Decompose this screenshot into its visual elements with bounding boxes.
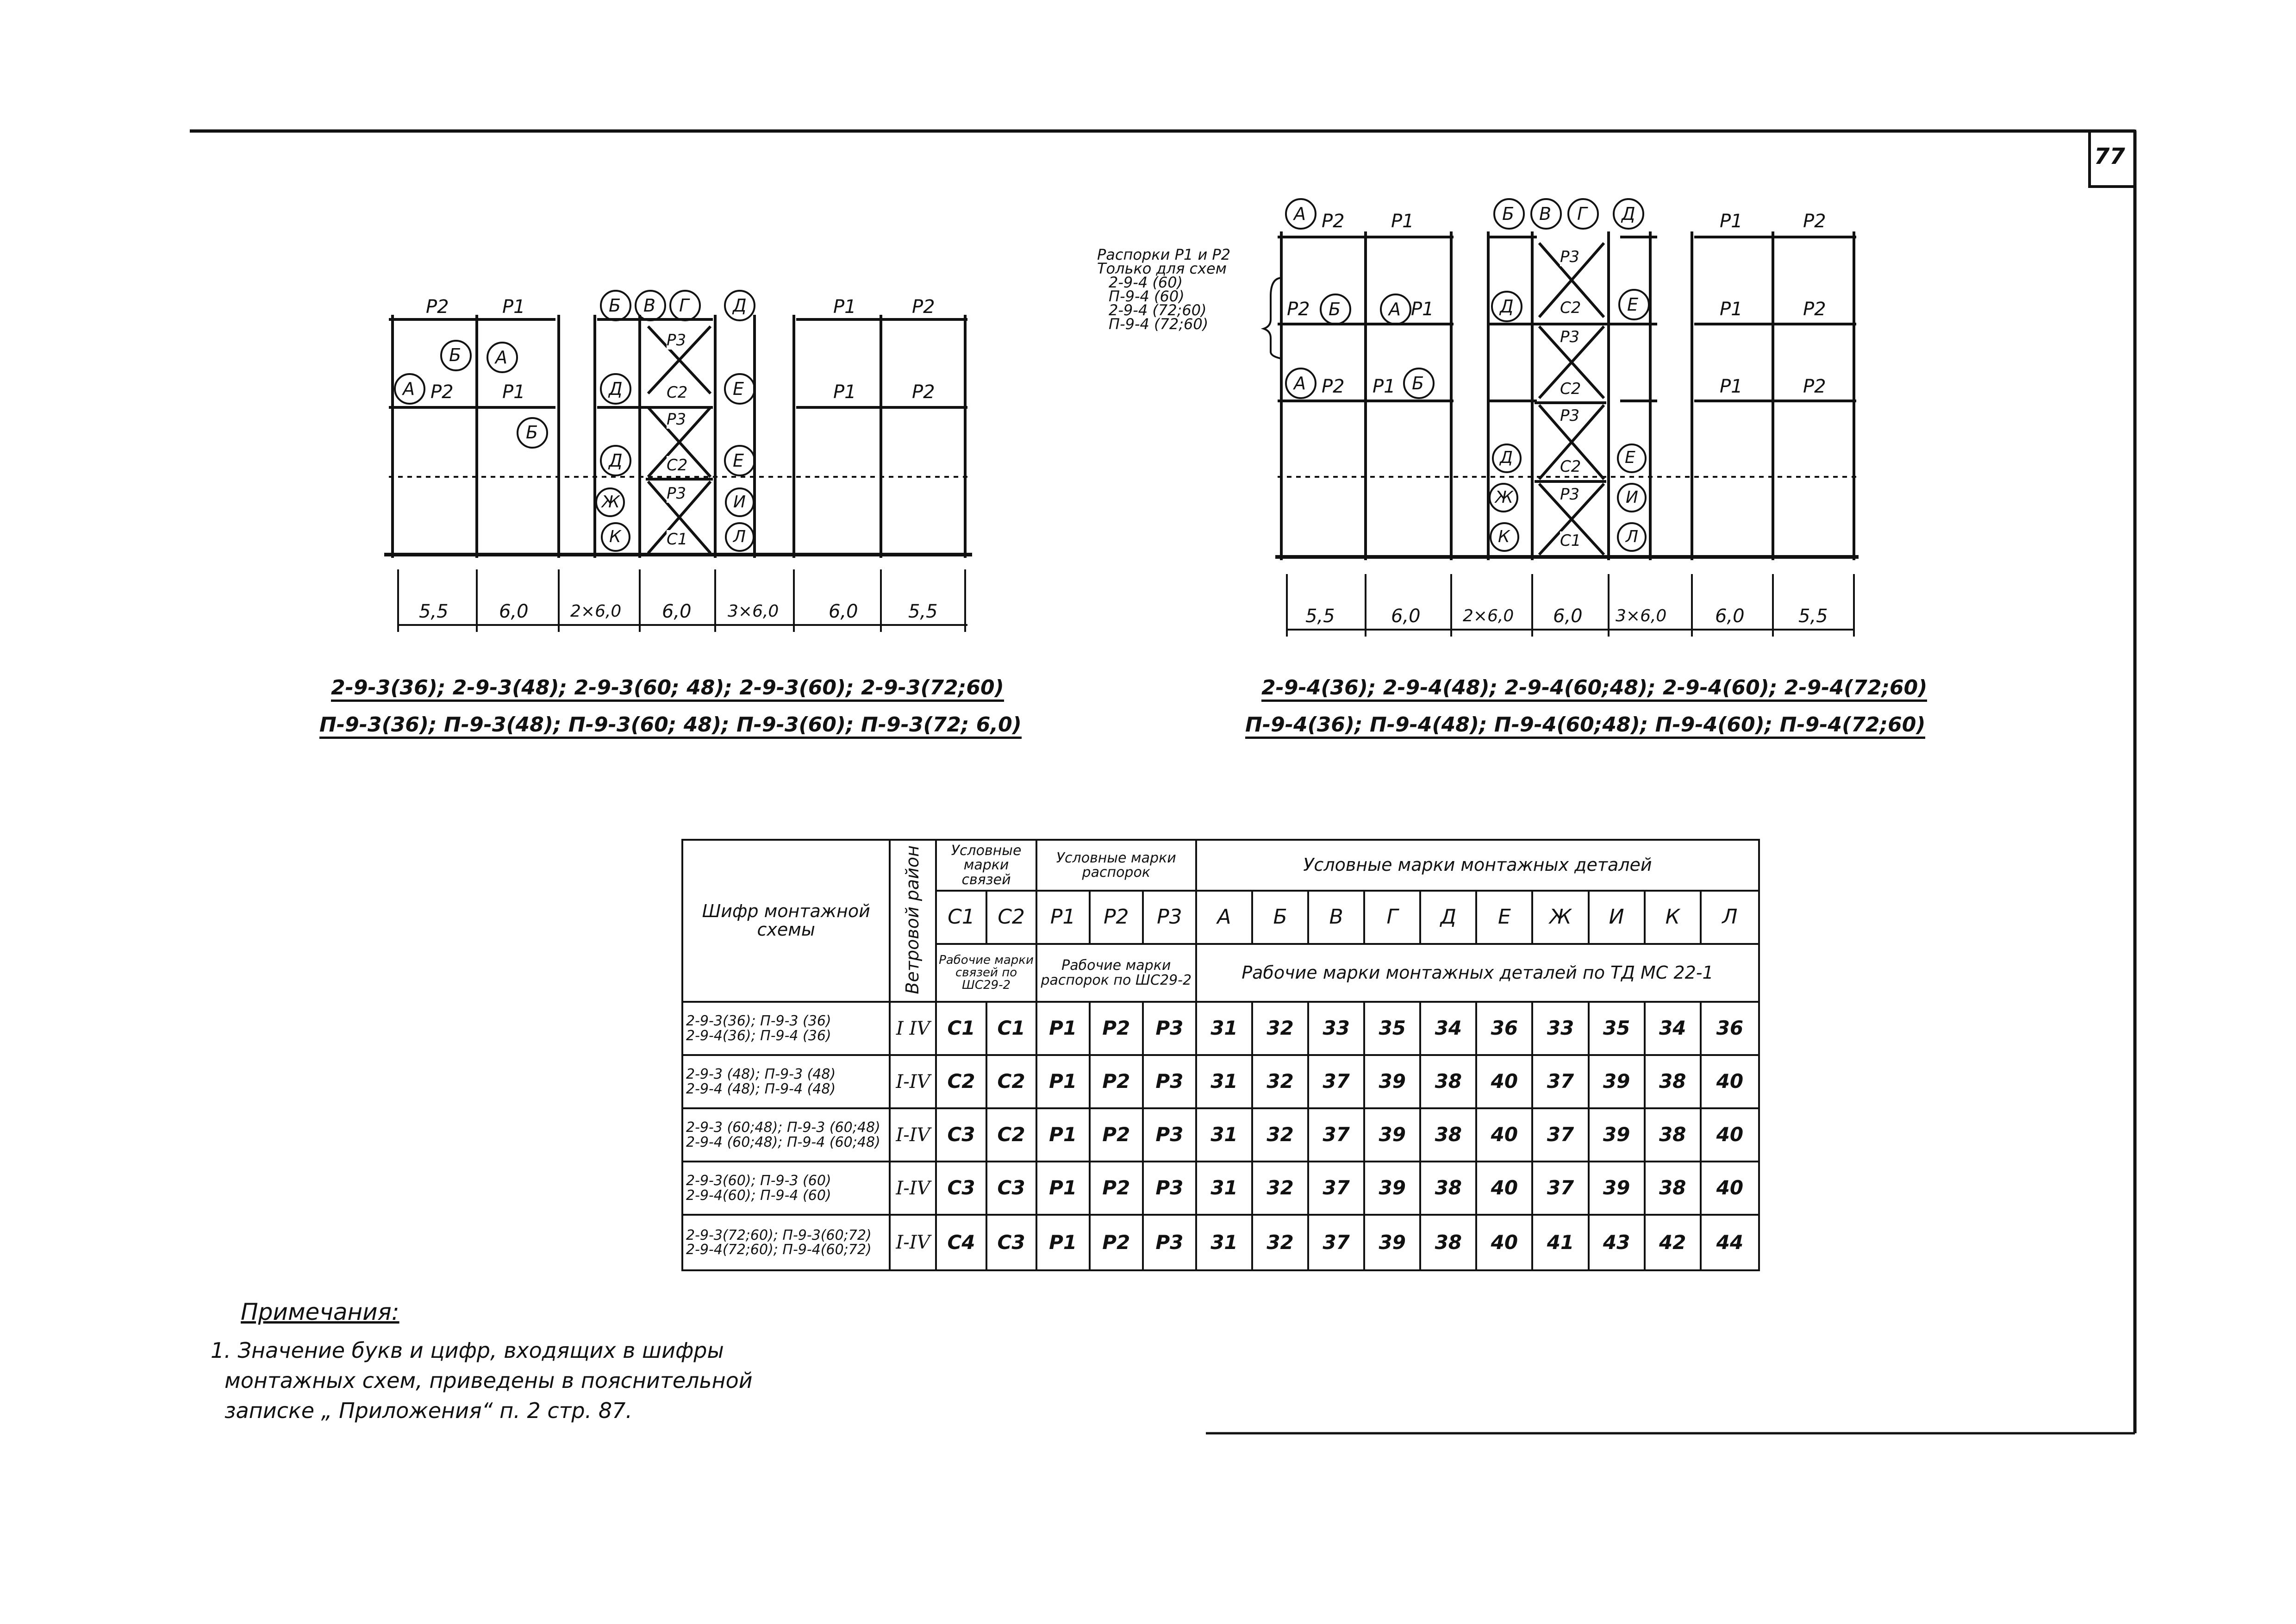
row-value: 35 bbox=[1364, 1002, 1420, 1055]
note-line: Только для схем bbox=[1097, 260, 1227, 277]
right-bay-label: P2 bbox=[1803, 376, 1826, 397]
row-value: P2 bbox=[1090, 1162, 1143, 1215]
header-wind-label: Ветровой район bbox=[902, 845, 923, 994]
mark-detail: К bbox=[1645, 891, 1701, 944]
row-value: 37 bbox=[1532, 1055, 1588, 1108]
right-bay-label: P1 bbox=[1391, 211, 1414, 232]
schema-marks-table bbox=[681, 839, 1760, 1271]
left-bay-label: P2 bbox=[430, 381, 454, 403]
header-braces: Условные марки связей bbox=[936, 840, 1036, 891]
row-value: 39 bbox=[1589, 1108, 1645, 1162]
row-value: 31 bbox=[1196, 1215, 1252, 1270]
right-dimension: 6,0 bbox=[1715, 606, 1745, 627]
right-dimension: 3×6,0 bbox=[1616, 606, 1667, 625]
right-bay-label: P2 bbox=[1287, 299, 1310, 320]
right-marker: Б bbox=[1412, 373, 1424, 394]
right-scheme-caption: П-9-4(36); П-9-4(48); П-9-4(60;48); П-9-4(60); П-9-4(72;60) bbox=[1245, 713, 1925, 739]
row-value: 36 bbox=[1476, 1002, 1532, 1055]
left-marker: И bbox=[733, 493, 746, 512]
row-cipher-line: 2-9-4 (48); П-9-4 (48) bbox=[686, 1081, 836, 1097]
left-marker: А bbox=[495, 347, 507, 368]
row-value: 40 bbox=[1701, 1162, 1759, 1215]
left-brace-label: P3 bbox=[667, 331, 686, 350]
right-dimension: 5,5 bbox=[1305, 606, 1335, 627]
left-marker: В bbox=[643, 295, 656, 316]
row-value: C3 bbox=[936, 1108, 986, 1162]
mark-detail: Л bbox=[1701, 891, 1759, 944]
right-bay-label: P2 bbox=[1803, 299, 1826, 320]
row-value: C2 bbox=[936, 1055, 986, 1108]
table-row bbox=[682, 1162, 1759, 1215]
left-dimension: 5,5 bbox=[908, 601, 938, 622]
right-brace-label: P3 bbox=[1560, 406, 1580, 425]
sheet-number: 77 bbox=[2094, 144, 2125, 169]
right-marker: Б bbox=[1329, 299, 1341, 319]
left-marker: А bbox=[403, 379, 415, 399]
right-marker: Д bbox=[1500, 448, 1513, 467]
row-value: P2 bbox=[1090, 1215, 1143, 1270]
right-bay-label: P2 bbox=[1322, 376, 1345, 397]
row-value: 37 bbox=[1308, 1162, 1364, 1215]
mark-detail: И bbox=[1589, 891, 1645, 944]
right-dimension: 6,0 bbox=[1391, 606, 1421, 627]
note-line: 2-9-4 (60) bbox=[1109, 274, 1183, 291]
row-cipher-line: 2-9-4(36); П-9-4 (36) bbox=[686, 1027, 831, 1044]
row-cipher-line: 2-9-4 (60;48); П-9-4 (60;48) bbox=[686, 1134, 880, 1150]
row-value: 42 bbox=[1645, 1215, 1701, 1270]
left-marker: Б bbox=[449, 345, 462, 365]
table-row bbox=[682, 1055, 1759, 1108]
mark-detail: Г bbox=[1364, 891, 1420, 944]
row-value: 34 bbox=[1645, 1002, 1701, 1055]
left-marker: Д bbox=[609, 379, 623, 399]
row-wind: I-IV bbox=[890, 1215, 936, 1270]
left-bay-label: P1 bbox=[502, 381, 525, 403]
left-bay-label: P1 bbox=[833, 296, 856, 318]
row-cipher-line: 2-9-3 (60;48); П-9-3 (60;48) bbox=[686, 1119, 880, 1136]
right-bay-label: P1 bbox=[1720, 299, 1743, 320]
right-marker: Г bbox=[1577, 204, 1587, 224]
row-value: 38 bbox=[1645, 1108, 1701, 1162]
mark-detail: Б bbox=[1252, 891, 1308, 944]
row-value: 40 bbox=[1701, 1108, 1759, 1162]
mark-p3: P3 bbox=[1143, 891, 1196, 944]
row-value: 40 bbox=[1476, 1108, 1532, 1162]
notes-title: Примечания: bbox=[241, 1299, 399, 1325]
row-value: 37 bbox=[1308, 1108, 1364, 1162]
row-cipher-line: 2-9-3(72;60); П-9-3(60;72) bbox=[686, 1227, 872, 1243]
row-wind: I IV bbox=[890, 1002, 936, 1055]
right-marker: А bbox=[1294, 204, 1306, 224]
row-value: 39 bbox=[1364, 1162, 1420, 1215]
row-value: 39 bbox=[1364, 1215, 1420, 1270]
right-bay-label: P2 bbox=[1803, 211, 1826, 232]
left-bay-label: P2 bbox=[426, 296, 449, 318]
row-value: 39 bbox=[1364, 1055, 1420, 1108]
row-value: 33 bbox=[1532, 1002, 1588, 1055]
right-marker: К bbox=[1498, 527, 1510, 546]
row-value: 31 bbox=[1196, 1002, 1252, 1055]
row-value: 36 bbox=[1701, 1002, 1759, 1055]
right-marker: Л bbox=[1626, 527, 1639, 546]
row-value: P1 bbox=[1036, 1215, 1090, 1270]
row-value: 38 bbox=[1645, 1162, 1701, 1215]
row-cipher bbox=[682, 1108, 890, 1162]
row-value: C1 bbox=[936, 1002, 986, 1055]
row-value: 40 bbox=[1476, 1215, 1532, 1270]
row-value: 40 bbox=[1476, 1162, 1532, 1215]
right-bay-label: P1 bbox=[1411, 299, 1434, 320]
row-value: P3 bbox=[1143, 1055, 1196, 1108]
right-brace-label: C2 bbox=[1560, 299, 1581, 317]
right-dimension: 6,0 bbox=[1553, 606, 1583, 627]
right-marker: Е bbox=[1625, 448, 1635, 467]
mark-p2: P2 bbox=[1090, 891, 1143, 944]
header-details: Условные марки монтажных деталей bbox=[1196, 840, 1759, 891]
row-value: 32 bbox=[1252, 1055, 1308, 1108]
row-cipher bbox=[682, 1002, 890, 1055]
header-cipher: Шифр монтажной схемы bbox=[682, 840, 890, 1002]
left-dimension: 6,0 bbox=[662, 601, 692, 622]
note-line: П-9-4 (72;60) bbox=[1109, 315, 1209, 333]
left-dimension: 6,0 bbox=[829, 601, 858, 622]
left-dimension: 3×6,0 bbox=[728, 602, 779, 621]
left-dimension: 6,0 bbox=[499, 601, 529, 622]
header-struts: Условные марки распорок bbox=[1036, 840, 1196, 891]
row-value: 37 bbox=[1532, 1162, 1588, 1215]
left-bay-label: P1 bbox=[502, 296, 525, 318]
left-bay-label: P2 bbox=[912, 381, 935, 403]
right-brace-label: P3 bbox=[1560, 485, 1580, 504]
right-brace-label: C1 bbox=[1560, 531, 1581, 550]
left-marker: К bbox=[609, 527, 621, 546]
row-value: 33 bbox=[1308, 1002, 1364, 1055]
right-bay-label: P2 bbox=[1322, 211, 1345, 232]
mark-c1: C1 bbox=[936, 891, 986, 944]
left-bay-label: P1 bbox=[833, 381, 856, 403]
right-marker: Д bbox=[1622, 204, 1635, 224]
note-line: Распорки P1 и P2 bbox=[1097, 246, 1231, 263]
row-value: 32 bbox=[1252, 1162, 1308, 1215]
left-marker: Е bbox=[733, 450, 744, 471]
notes-line: монтажных схем, приведены в пояснительной bbox=[225, 1368, 753, 1393]
right-dimension: 5,5 bbox=[1798, 606, 1828, 627]
row-value: 38 bbox=[1420, 1108, 1476, 1162]
row-value: 38 bbox=[1645, 1055, 1701, 1108]
row-cipher bbox=[682, 1215, 890, 1270]
row-value: P1 bbox=[1036, 1055, 1090, 1108]
right-marker: Е bbox=[1627, 294, 1639, 315]
notes-line: записке „ Приложения“ п. 2 стр. 87. bbox=[225, 1398, 633, 1423]
row-value: 44 bbox=[1701, 1215, 1759, 1270]
row-cipher bbox=[682, 1162, 890, 1215]
table-row bbox=[682, 1215, 1759, 1270]
right-bay-label: P1 bbox=[1720, 376, 1743, 397]
row-cipher-line: 2-9-4(72;60); П-9-4(60;72) bbox=[686, 1242, 872, 1258]
header-wind bbox=[890, 840, 936, 1002]
row-cipher-line: 2-9-3(36); П-9-3 (36) bbox=[686, 1013, 831, 1029]
left-marker: Е bbox=[733, 379, 744, 399]
right-marker: И bbox=[1626, 488, 1638, 507]
right-marker: Д bbox=[1500, 296, 1514, 317]
left-marker: Б bbox=[526, 422, 538, 443]
notes-line: 1. Значение букв и цифр, входящих в шифры bbox=[211, 1338, 724, 1363]
row-value: 38 bbox=[1420, 1215, 1476, 1270]
note-line: П-9-4 (60) bbox=[1109, 287, 1185, 305]
row-value: 37 bbox=[1532, 1108, 1588, 1162]
row-value: P3 bbox=[1143, 1215, 1196, 1270]
table-header-row bbox=[682, 840, 1759, 891]
left-marker: Ж bbox=[602, 493, 620, 512]
row-value: 32 bbox=[1252, 1215, 1308, 1270]
row-value: P2 bbox=[1090, 1055, 1143, 1108]
row-value: C1 bbox=[986, 1002, 1036, 1055]
left-brace-label: C1 bbox=[667, 530, 688, 549]
left-marker: Д bbox=[733, 295, 747, 316]
row-cipher-line: 2-9-3(60); П-9-3 (60) bbox=[686, 1173, 831, 1189]
row-value: C3 bbox=[986, 1215, 1036, 1270]
row-value: P3 bbox=[1143, 1002, 1196, 1055]
row-value: 39 bbox=[1364, 1108, 1420, 1162]
note-line: 2-9-4 (72;60) bbox=[1109, 301, 1207, 319]
right-brace-label: P3 bbox=[1560, 248, 1580, 266]
row-value: P1 bbox=[1036, 1002, 1090, 1055]
right-bay-label: P1 bbox=[1373, 376, 1396, 397]
row-value: P3 bbox=[1143, 1108, 1196, 1162]
right-marker: А bbox=[1389, 299, 1401, 319]
row-value: P2 bbox=[1090, 1108, 1143, 1162]
table-row bbox=[682, 1002, 1759, 1055]
struts-work-label: Рабочие марки распорок по ШС29-2 bbox=[1036, 944, 1196, 1002]
left-brace-label: C2 bbox=[667, 383, 688, 402]
right-marker: Ж bbox=[1495, 488, 1513, 507]
left-brace-label: P3 bbox=[667, 410, 686, 429]
row-value: 40 bbox=[1476, 1055, 1532, 1108]
left-dimension: 2×6,0 bbox=[570, 602, 622, 621]
row-value: 39 bbox=[1589, 1162, 1645, 1215]
row-value: 37 bbox=[1308, 1055, 1364, 1108]
right-brace-label: P3 bbox=[1560, 328, 1580, 346]
mark-detail: Ж bbox=[1532, 891, 1588, 944]
row-value: 35 bbox=[1589, 1002, 1645, 1055]
right-scheme-note bbox=[1097, 248, 1230, 331]
left-scheme-caption: 2-9-3(36); 2-9-3(48); 2-9-3(60; 48); 2-9-3(60); 2-9-3(72;60) bbox=[331, 676, 1004, 702]
row-value: P1 bbox=[1036, 1162, 1090, 1215]
table-row bbox=[682, 1108, 1759, 1162]
left-bay-label: P2 bbox=[912, 296, 935, 318]
row-cipher-line: 2-9-3 (48); П-9-3 (48) bbox=[686, 1066, 836, 1082]
right-brace-label: C2 bbox=[1560, 380, 1581, 398]
row-value: P3 bbox=[1143, 1162, 1196, 1215]
left-marker: Г bbox=[679, 295, 689, 316]
left-scheme-caption: П-9-3(36); П-9-3(48); П-9-3(60; 48); П-9-3(60); П-9-3(72; 6,0) bbox=[319, 713, 1022, 739]
left-marker: Б bbox=[609, 295, 621, 316]
right-bay-label: P1 bbox=[1720, 211, 1743, 232]
row-value: 32 bbox=[1252, 1108, 1308, 1162]
row-value: 34 bbox=[1420, 1002, 1476, 1055]
row-value: P2 bbox=[1090, 1002, 1143, 1055]
row-value: 39 bbox=[1589, 1055, 1645, 1108]
row-value: C2 bbox=[986, 1108, 1036, 1162]
right-marker: В bbox=[1539, 204, 1552, 224]
row-wind: I-IV bbox=[890, 1162, 936, 1215]
mark-detail: А bbox=[1196, 891, 1252, 944]
row-value: 37 bbox=[1308, 1215, 1364, 1270]
row-value: C3 bbox=[986, 1162, 1036, 1215]
right-scheme-caption: 2-9-4(36); 2-9-4(48); 2-9-4(60;48); 2-9-4(60); 2-9-4(72;60) bbox=[1261, 676, 1927, 702]
row-wind: I-IV bbox=[890, 1055, 936, 1108]
row-value: 38 bbox=[1420, 1162, 1476, 1215]
mark-detail: Д bbox=[1420, 891, 1476, 944]
row-value: 31 bbox=[1196, 1055, 1252, 1108]
mark-p1: P1 bbox=[1036, 891, 1090, 944]
row-value: C2 bbox=[986, 1055, 1036, 1108]
left-brace-label: C2 bbox=[667, 456, 688, 475]
left-dimension: 5,5 bbox=[419, 601, 449, 622]
mark-detail: В bbox=[1308, 891, 1364, 944]
row-value: 43 bbox=[1589, 1215, 1645, 1270]
row-value: 38 bbox=[1420, 1055, 1476, 1108]
row-wind: I-IV bbox=[890, 1108, 936, 1162]
row-value: C4 bbox=[936, 1215, 986, 1270]
right-dimension: 2×6,0 bbox=[1463, 606, 1514, 625]
row-cipher-line: 2-9-4(60); П-9-4 (60) bbox=[686, 1187, 831, 1204]
row-value: 31 bbox=[1196, 1108, 1252, 1162]
right-marker: А bbox=[1294, 373, 1306, 394]
left-marker: Д bbox=[609, 450, 623, 471]
row-cipher bbox=[682, 1055, 890, 1108]
row-value: C3 bbox=[936, 1162, 986, 1215]
right-marker: Б bbox=[1502, 204, 1515, 224]
row-value: 31 bbox=[1196, 1162, 1252, 1215]
braces-work-label: Рабочие марки связей по ШС29-2 bbox=[936, 944, 1036, 1002]
row-value: 40 bbox=[1701, 1055, 1759, 1108]
mark-c2: C2 bbox=[986, 891, 1036, 944]
mark-detail: Е bbox=[1476, 891, 1532, 944]
row-value: P1 bbox=[1036, 1108, 1090, 1162]
left-marker: Л bbox=[733, 527, 746, 546]
right-brace-label: C2 bbox=[1560, 457, 1581, 476]
left-brace-label: P3 bbox=[667, 484, 686, 503]
details-work-label: Рабочие марки монтажных деталей по ТД МС 22-1 bbox=[1196, 944, 1759, 1002]
row-value: 32 bbox=[1252, 1002, 1308, 1055]
row-value: 41 bbox=[1532, 1215, 1588, 1270]
